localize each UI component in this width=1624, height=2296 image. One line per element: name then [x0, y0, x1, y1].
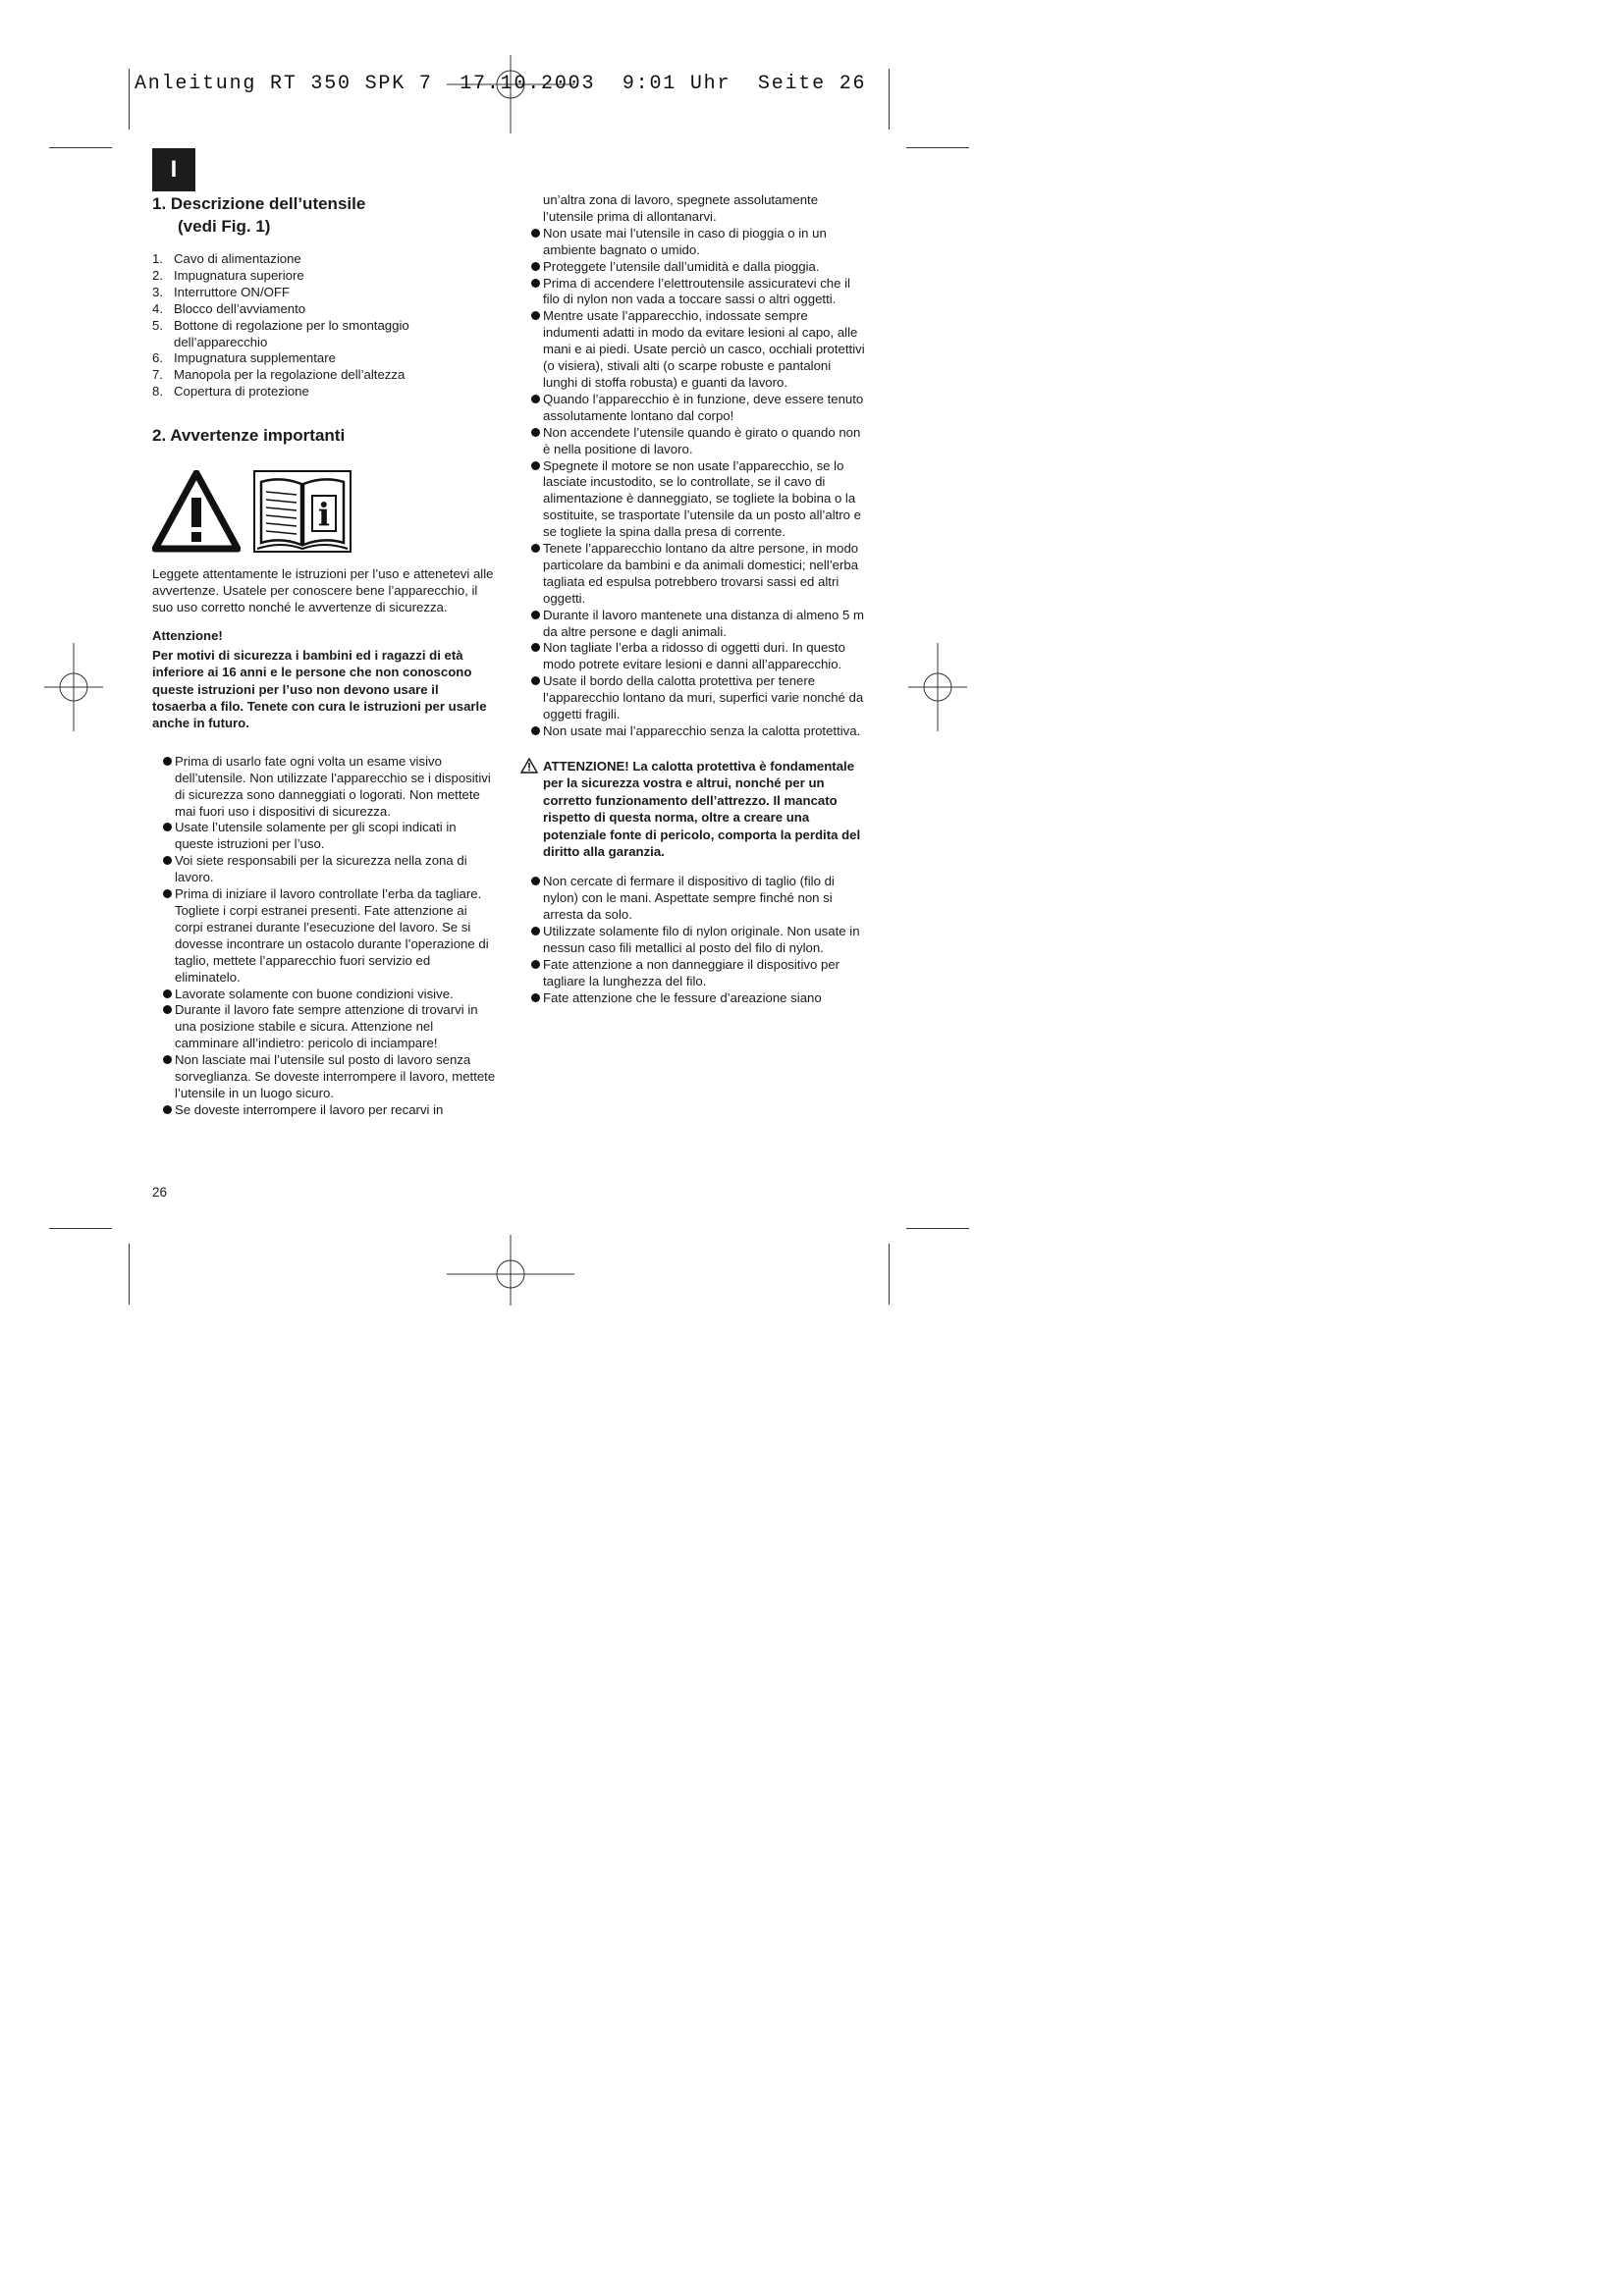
bullet-icon	[163, 989, 172, 998]
section1-title-line2: (vedi Fig. 1)	[178, 217, 271, 236]
bullet-icon	[531, 461, 540, 470]
attention-label: Attenzione!	[152, 627, 223, 643]
registration-mark-left	[44, 643, 103, 731]
left-column	[152, 192, 496, 1119]
list-item: Voi siete responsabili per la sicurezza nella zona di lavoro.	[152, 853, 496, 886]
bullet-icon	[531, 927, 540, 935]
bullet-icon	[163, 823, 172, 831]
list-item: Proteggete l’utensile dall’umidità e dalla pioggia.	[520, 259, 866, 276]
continued-text: un’altra zona di lavoro, spegnete assolutamente l’utensile prima di allontanarvi.	[543, 192, 819, 224]
list-item: Utilizzate solamente filo di nylon originale. Non usate in nessun caso fili metallici al posto del filo di nylon.	[520, 924, 866, 957]
list-item: 4. Blocco dell’avviamento	[152, 300, 306, 316]
list-item: Non accendete l’utensile quando è girato o quando non è nella positione di lavoro.	[520, 425, 866, 458]
warning-triangle-icon	[152, 470, 241, 553]
list-item: 8. Copertura di protezione	[152, 384, 309, 400]
crop-mark-top-right-horizontal	[906, 147, 969, 148]
attention-text: Per motivi di sicurezza i bambini ed i ragazzi di età inferiore ai 16 anni e le persone che non conoscono queste istruzioni per l’uso non devono usare il tosaerba a filo. Tenete con cura le istruzioni per usarle anche in futuro.	[152, 647, 487, 731]
list-item: 3. Interruttore ON/OFF	[152, 284, 290, 299]
list-item: Durante il lavoro fate sempre attenzione di trovarvi in una posizione stabile e sicura. Attenzione nel camminare all’indietro: pericolo di inciampare!	[152, 1002, 496, 1052]
crop-mark-bottom-right-vertical	[889, 1244, 890, 1305]
list-item: Mentre usate l’apparecchio, indossate sempre indumenti adatti in modo da evitare lesioni al capo, alle mani e ai piedi. Usate perciò un casco, occhiali protettivi (o visiera), stivali alti (o scarpe robuste e pantaloni lunghi di stoffa robusta) e guanti da lavoro.	[520, 308, 866, 392]
bullet-icon	[531, 611, 540, 619]
bullet-icon	[531, 395, 540, 403]
list-item: 1. Cavo di alimentazione	[152, 251, 301, 266]
list-item: Fate attenzione che le fessure d’areazione siano	[520, 990, 866, 1007]
bullet-icon	[531, 993, 540, 1002]
warning-triangle-icon	[520, 758, 538, 774]
list-item: Prima di accendere l’elettroutensile assicuratevi che il filo di nylon non vada a toccare sassi o altri oggetti.	[520, 276, 866, 309]
list-item: Quando l’apparecchio è in funzione, deve essere tenuto assolutamente lontano dal corpo!	[520, 392, 866, 425]
safety-bullets-left	[152, 754, 496, 1119]
crop-mark-bottom-left-horizontal	[49, 1228, 112, 1229]
crop-mark-bottom-left-vertical	[129, 1244, 130, 1305]
list-item: Durante il lavoro mantenete una distanza di almeno 5 m da altre persone e dagli animali.	[520, 608, 866, 641]
bullet-icon	[163, 889, 172, 898]
list-item: Non tagliate l’erba a ridosso di oggetti duri. In questo modo potrete evitare lesioni e danni all’apparecchio.	[520, 640, 866, 673]
bullet-icon	[531, 262, 540, 271]
list-item: Non cercate di fermare il dispositivo di taglio (filo di nylon) con le mani. Aspettate sempre finché non si arresta da solo.	[520, 874, 866, 924]
bullet-icon	[163, 1105, 172, 1114]
list-item: Usate il bordo della calotta protettiva per tenere l’apparecchio lontano da muri, superfici varie nonché da oggetti fragili.	[520, 673, 866, 723]
crop-mark-top-left-horizontal	[49, 147, 112, 148]
svg-text:i: i	[317, 496, 331, 534]
list-item: Prima di usarlo fate ogni volta un esame visivo dell’utensile. Non utilizzate l’apparecchio se i dispositivi di sicurezza sono danneggiati o logorati. Non mettete mai fuori uso i dispositivi di sicurezza.	[152, 754, 496, 821]
list-item: 7. Manopola per la regolazione dell’altezza	[152, 367, 406, 383]
registration-mark-bottom	[447, 1235, 574, 1306]
list-item: Lavorate solamente con buone condizioni visive.	[152, 987, 496, 1003]
bullet-icon	[531, 311, 540, 320]
warning-text: ATTENZIONE! La calotta protettiva è fondamentale per la sicurezza vostra e altrui, nonché per un corretto funzionamento dell’attrezzo. Il mancato rispetto di questa norma, oltre a creare una potenziale fonte di pericolo, comporta la perdita del diritto alla garanzia.	[543, 758, 861, 859]
bullet-icon	[531, 279, 540, 288]
warning-block	[520, 758, 866, 860]
list-item: Fate attenzione a non danneggiare il dispositivo per tagliare la lunghezza del filo.	[520, 957, 866, 990]
print-header: Anleitung RT 350 SPK 7 17.10.2003 9:01 Uhr Seite 26	[135, 73, 867, 95]
list-item: 2. Impugnatura superiore	[152, 267, 304, 283]
list-item: 6. Impugnatura supplementare	[152, 350, 336, 366]
safety-bullets-right-2	[520, 874, 866, 1006]
section2-title: 2. Avvertenze importanti	[152, 426, 346, 446]
bullet-icon	[163, 1055, 172, 1064]
section1-title	[152, 192, 496, 238]
crop-mark-top-right-vertical	[889, 69, 890, 130]
bullet-icon	[163, 757, 172, 766]
list-item: Non usate mai l’utensile in caso di pioggia o in un ambiente bagnato o umido.	[520, 226, 866, 259]
list-item: Usate l’utensile solamente per gli scopi indicati in queste istruzioni per l’uso.	[152, 820, 496, 853]
bullet-icon	[531, 229, 540, 238]
bullet-icon	[163, 1005, 172, 1014]
info-book-icon	[253, 470, 352, 553]
bullet-icon	[531, 960, 540, 969]
list-item: Tenete l’apparecchio lontano da altre persone, in modo particolare da bambini e da animali domestici; nell’erba tagliata ed espulsa potrebbero trovarsi sassi ed altri oggetti.	[520, 541, 866, 608]
list-item: Non usate mai l’apparecchio senza la calotta protettiva.	[520, 723, 866, 740]
crop-mark-top-left-vertical	[129, 69, 130, 130]
safety-icons	[152, 470, 496, 555]
right-column	[520, 192, 866, 1007]
list-item: Prima di iniziare il lavoro controllate l’erba da tagliare. Togliete i corpi estranei presenti. Fate attenzione ai corpi estranei durante l’esecuzione del lavoro. Se si dovesse incontrare un ostacolo durante l’operazione di taglio, mettete l’apparecchio fuori servizio ed eliminatelo.	[152, 886, 496, 986]
parts-list	[152, 251, 496, 400]
language-tab: I	[152, 148, 195, 191]
registration-mark-right	[908, 643, 967, 731]
page-number: 26	[152, 1185, 168, 1200]
bullet-icon	[531, 428, 540, 437]
bullet-icon	[531, 643, 540, 652]
safety-bullets-right	[520, 226, 866, 740]
bullet-icon	[531, 726, 540, 735]
list-item: Spegnete il motore se non usate l’apparecchio, se lo lasciate incustodito, se lo controllate, se il cavo di alimentazione è danneggiato, se togliete la bobina o la sostituite, se trasportate l’utensile da un posto all’altro e se togliete la spina dalla presa di corrente.	[520, 458, 866, 542]
bullet-icon	[531, 676, 540, 685]
bullet-icon	[531, 544, 540, 553]
list-item: Se doveste interrompere il lavoro per recarvi in	[152, 1102, 496, 1119]
intro-text: Leggete attentamente le istruzioni per l’uso e attenetevi alle avvertenze. Usatele per conoscere bene l’apparecchio, il suo uso corretto nonché le avvertenze di sicurezza.	[152, 566, 494, 614]
section1-title-line1: 1. Descrizione dell’utensile	[152, 194, 366, 213]
bullet-icon	[531, 877, 540, 885]
list-item: Non lasciate mai l’utensile sul posto di lavoro senza sorveglianza. Se doveste interrompere il lavoro, mettete l’utensile in un luogo sicuro.	[152, 1052, 496, 1102]
list-item: 5. Bottone di regolazione per lo smontaggio dell’apparecchio	[152, 317, 409, 349]
bullet-icon	[163, 856, 172, 865]
crop-mark-bottom-right-horizontal	[906, 1228, 969, 1229]
